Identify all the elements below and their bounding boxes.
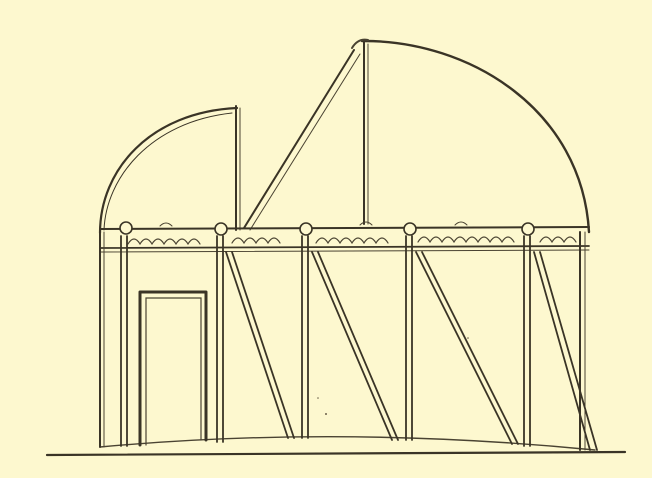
small-dome-inner	[104, 113, 232, 230]
decorative-band	[100, 222, 589, 252]
doorway	[140, 292, 206, 445]
small-dome-outline	[100, 108, 237, 233]
large-dome-outline	[362, 41, 589, 232]
diagonal-pole	[244, 50, 354, 228]
band-scallops	[128, 237, 576, 244]
ground-mound	[100, 437, 595, 450]
diagonal-pole-inner	[250, 54, 360, 230]
ground-line	[47, 452, 625, 455]
paper-speckles	[317, 337, 469, 415]
wall-posts	[100, 230, 585, 450]
